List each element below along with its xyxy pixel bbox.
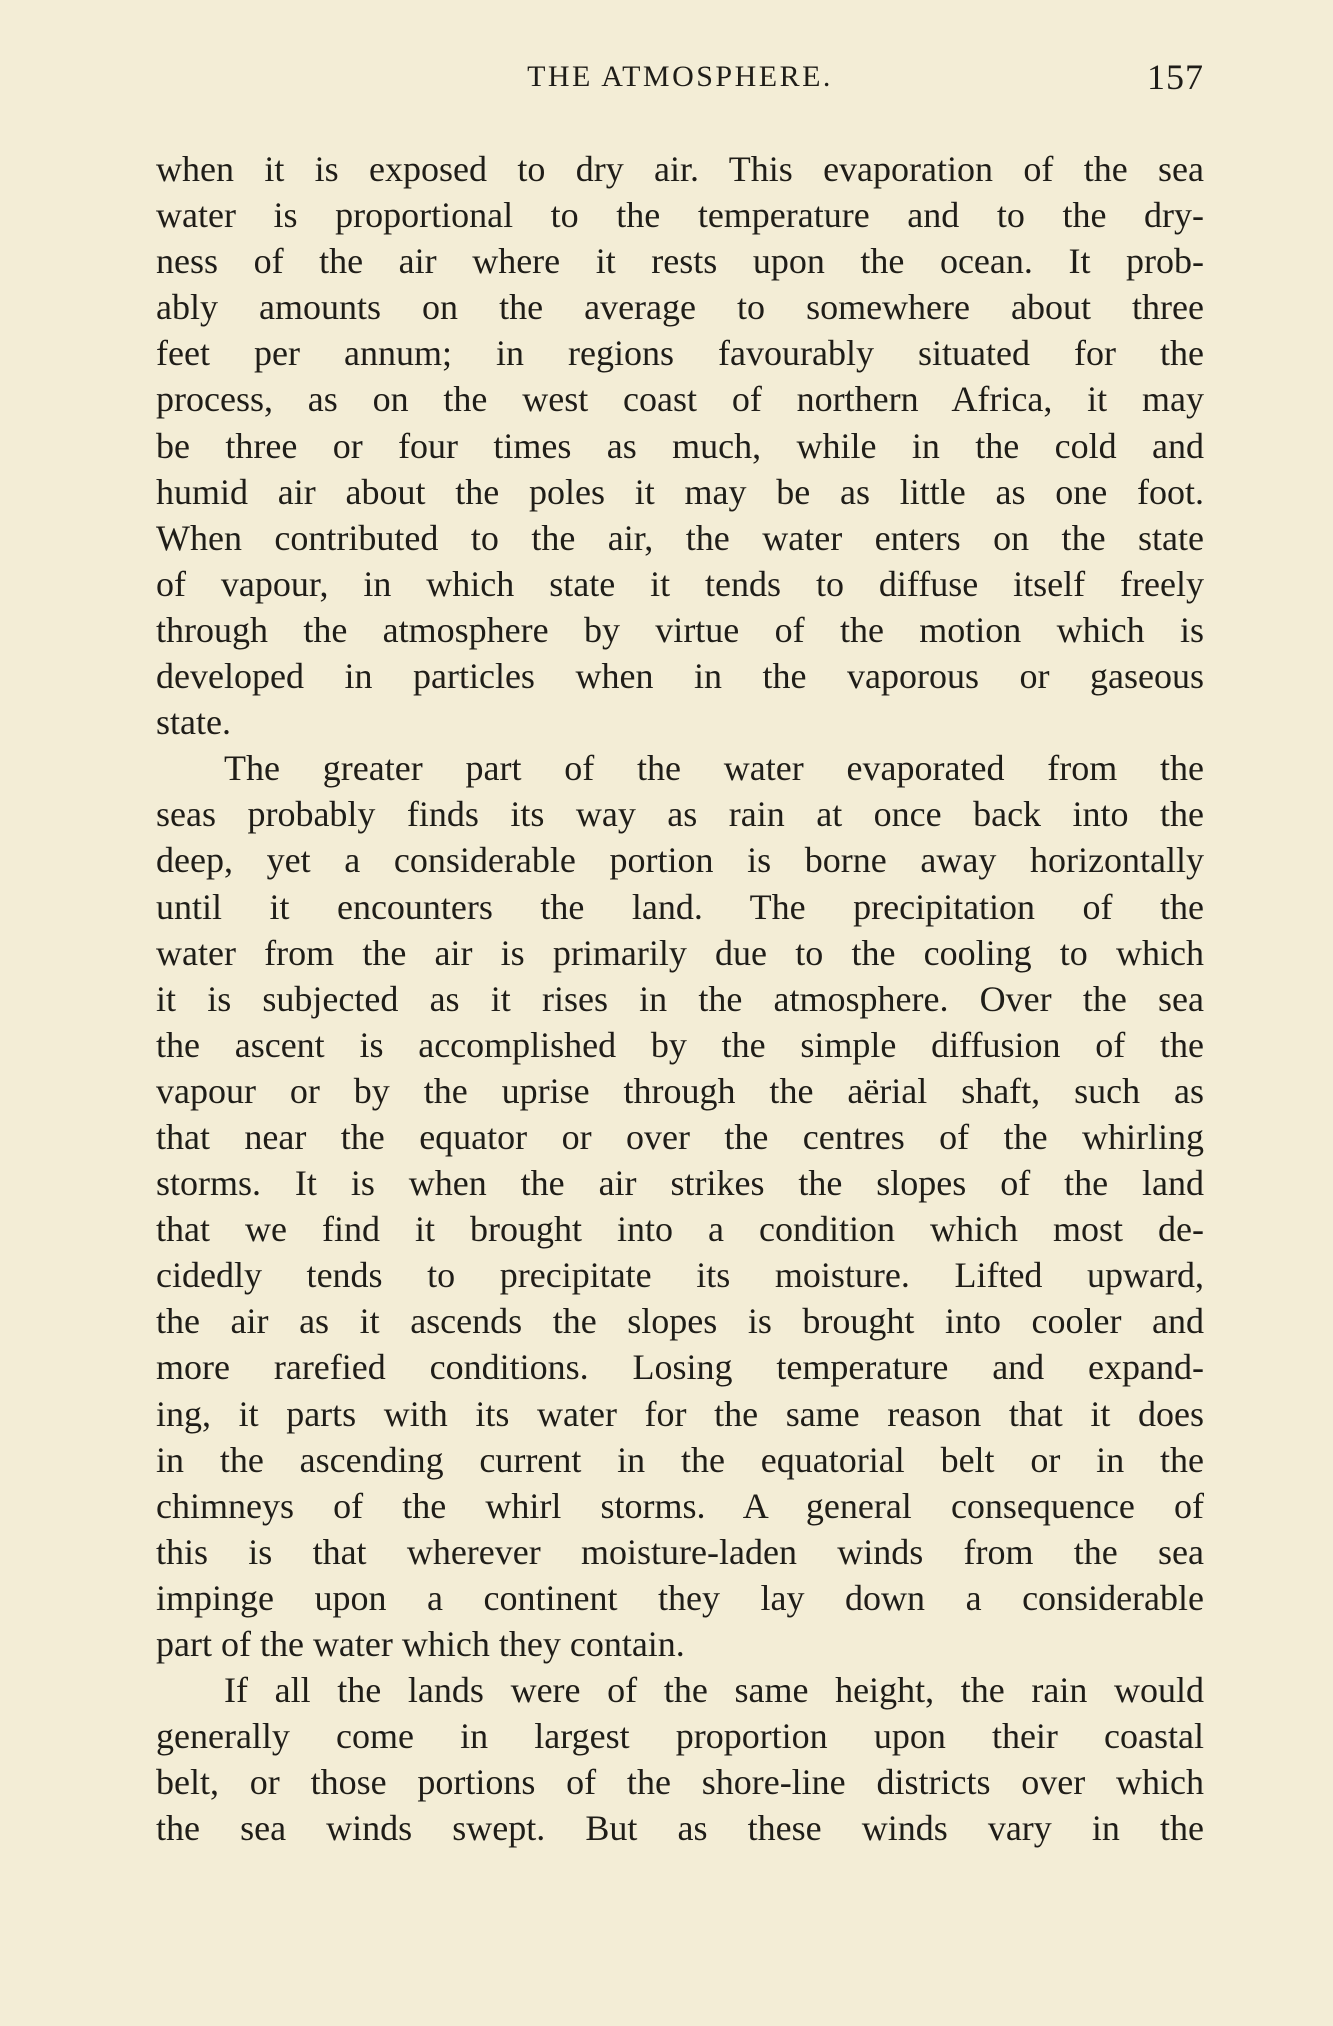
text-line: of vapour, in which state it tends to diffuse itself freely (156, 563, 1204, 604)
text-line: cidedly tends to precipitate its moisture. Lifted upward, (156, 1255, 1204, 1296)
text-line: chimneys of the whirl storms. A general consequence of (156, 1485, 1204, 1526)
text-line: water is proportional to the temperature and to the dry- (156, 195, 1204, 236)
running-title: THE ATMOSPHERE. (527, 60, 833, 93)
text-line: this is that wherever moisture-laden winds from the sea (156, 1531, 1204, 1572)
text-line: state. (156, 702, 231, 743)
text-line: when it is exposed to dry air. This evaporation of the sea (156, 149, 1204, 189)
text-line: be three or four times as much, while in the cold and (156, 425, 1204, 466)
text-line: the sea winds swept. But as these winds vary in the (156, 1808, 1204, 1849)
text-line: through the atmosphere by virtue of the motion which is (156, 609, 1204, 650)
text-line: feet per annum; in regions favourably situated for the (156, 333, 1204, 374)
paragraph (156, 1667, 1204, 1851)
text-line: it is subjected as it rises in the atmosphere. Over the sea (156, 978, 1204, 1019)
text-line: ing, it parts with its water for the same reason that it does (156, 1393, 1204, 1434)
text-line: process, as on the west coast of northern Africa, it may (156, 379, 1204, 420)
paragraph (156, 745, 1204, 1667)
text-line: that we find it brought into a condition which most de- (156, 1209, 1204, 1250)
text-line: in the ascending current in the equatorial belt or in the (156, 1439, 1204, 1480)
text-line: vapour or by the uprise through the aërial shaft, such as (156, 1070, 1204, 1111)
text-line: that near the equator or over the centres of the whirling (156, 1116, 1204, 1157)
text-line: ably amounts on the average to somewhere about three (156, 287, 1204, 328)
text-line: the air as it ascends the slopes is brought into cooler and (156, 1301, 1204, 1342)
body-text (156, 146, 1204, 1851)
text-line: the ascent is accomplished by the simple diffusion of the (156, 1024, 1204, 1065)
text-line: belt, or those portions of the shore-line districts over which (156, 1762, 1204, 1803)
text-line: generally come in largest proportion upon their coastal (156, 1716, 1204, 1757)
text-line: developed in particles when in the vaporous or gaseous (156, 656, 1204, 697)
text-line: until it encounters the land. The precipitation of the (156, 886, 1204, 927)
text-line: part of the water which they contain. (156, 1624, 685, 1664)
page-header (156, 56, 1204, 104)
text-line: ness of the air where it rests upon the ocean. It prob- (156, 241, 1204, 282)
text-line: storms. It is when the air strikes the slopes of the land (156, 1163, 1204, 1204)
text-line: more rarefied conditions. Losing temperature and expand- (156, 1347, 1204, 1388)
text-line: When contributed to the air, the water enters on the state (156, 517, 1204, 558)
text-line: If all the lands were of the same height, the rain would (224, 1670, 1204, 1711)
text-line: seas probably finds its way as rain at once back into the (156, 794, 1204, 835)
text-line: water from the air is primarily due to the cooling to which (156, 932, 1204, 973)
page-number: 157 (1147, 57, 1204, 97)
text-line: impinge upon a continent they lay down a considerable (156, 1577, 1204, 1618)
text-line: deep, yet a considerable portion is borne away horizontally (156, 840, 1204, 881)
text-line: humid air about the poles it may be as little as one foot. (156, 471, 1204, 512)
text-line: The greater part of the water evaporated from the (224, 748, 1204, 789)
paragraph (156, 146, 1204, 745)
